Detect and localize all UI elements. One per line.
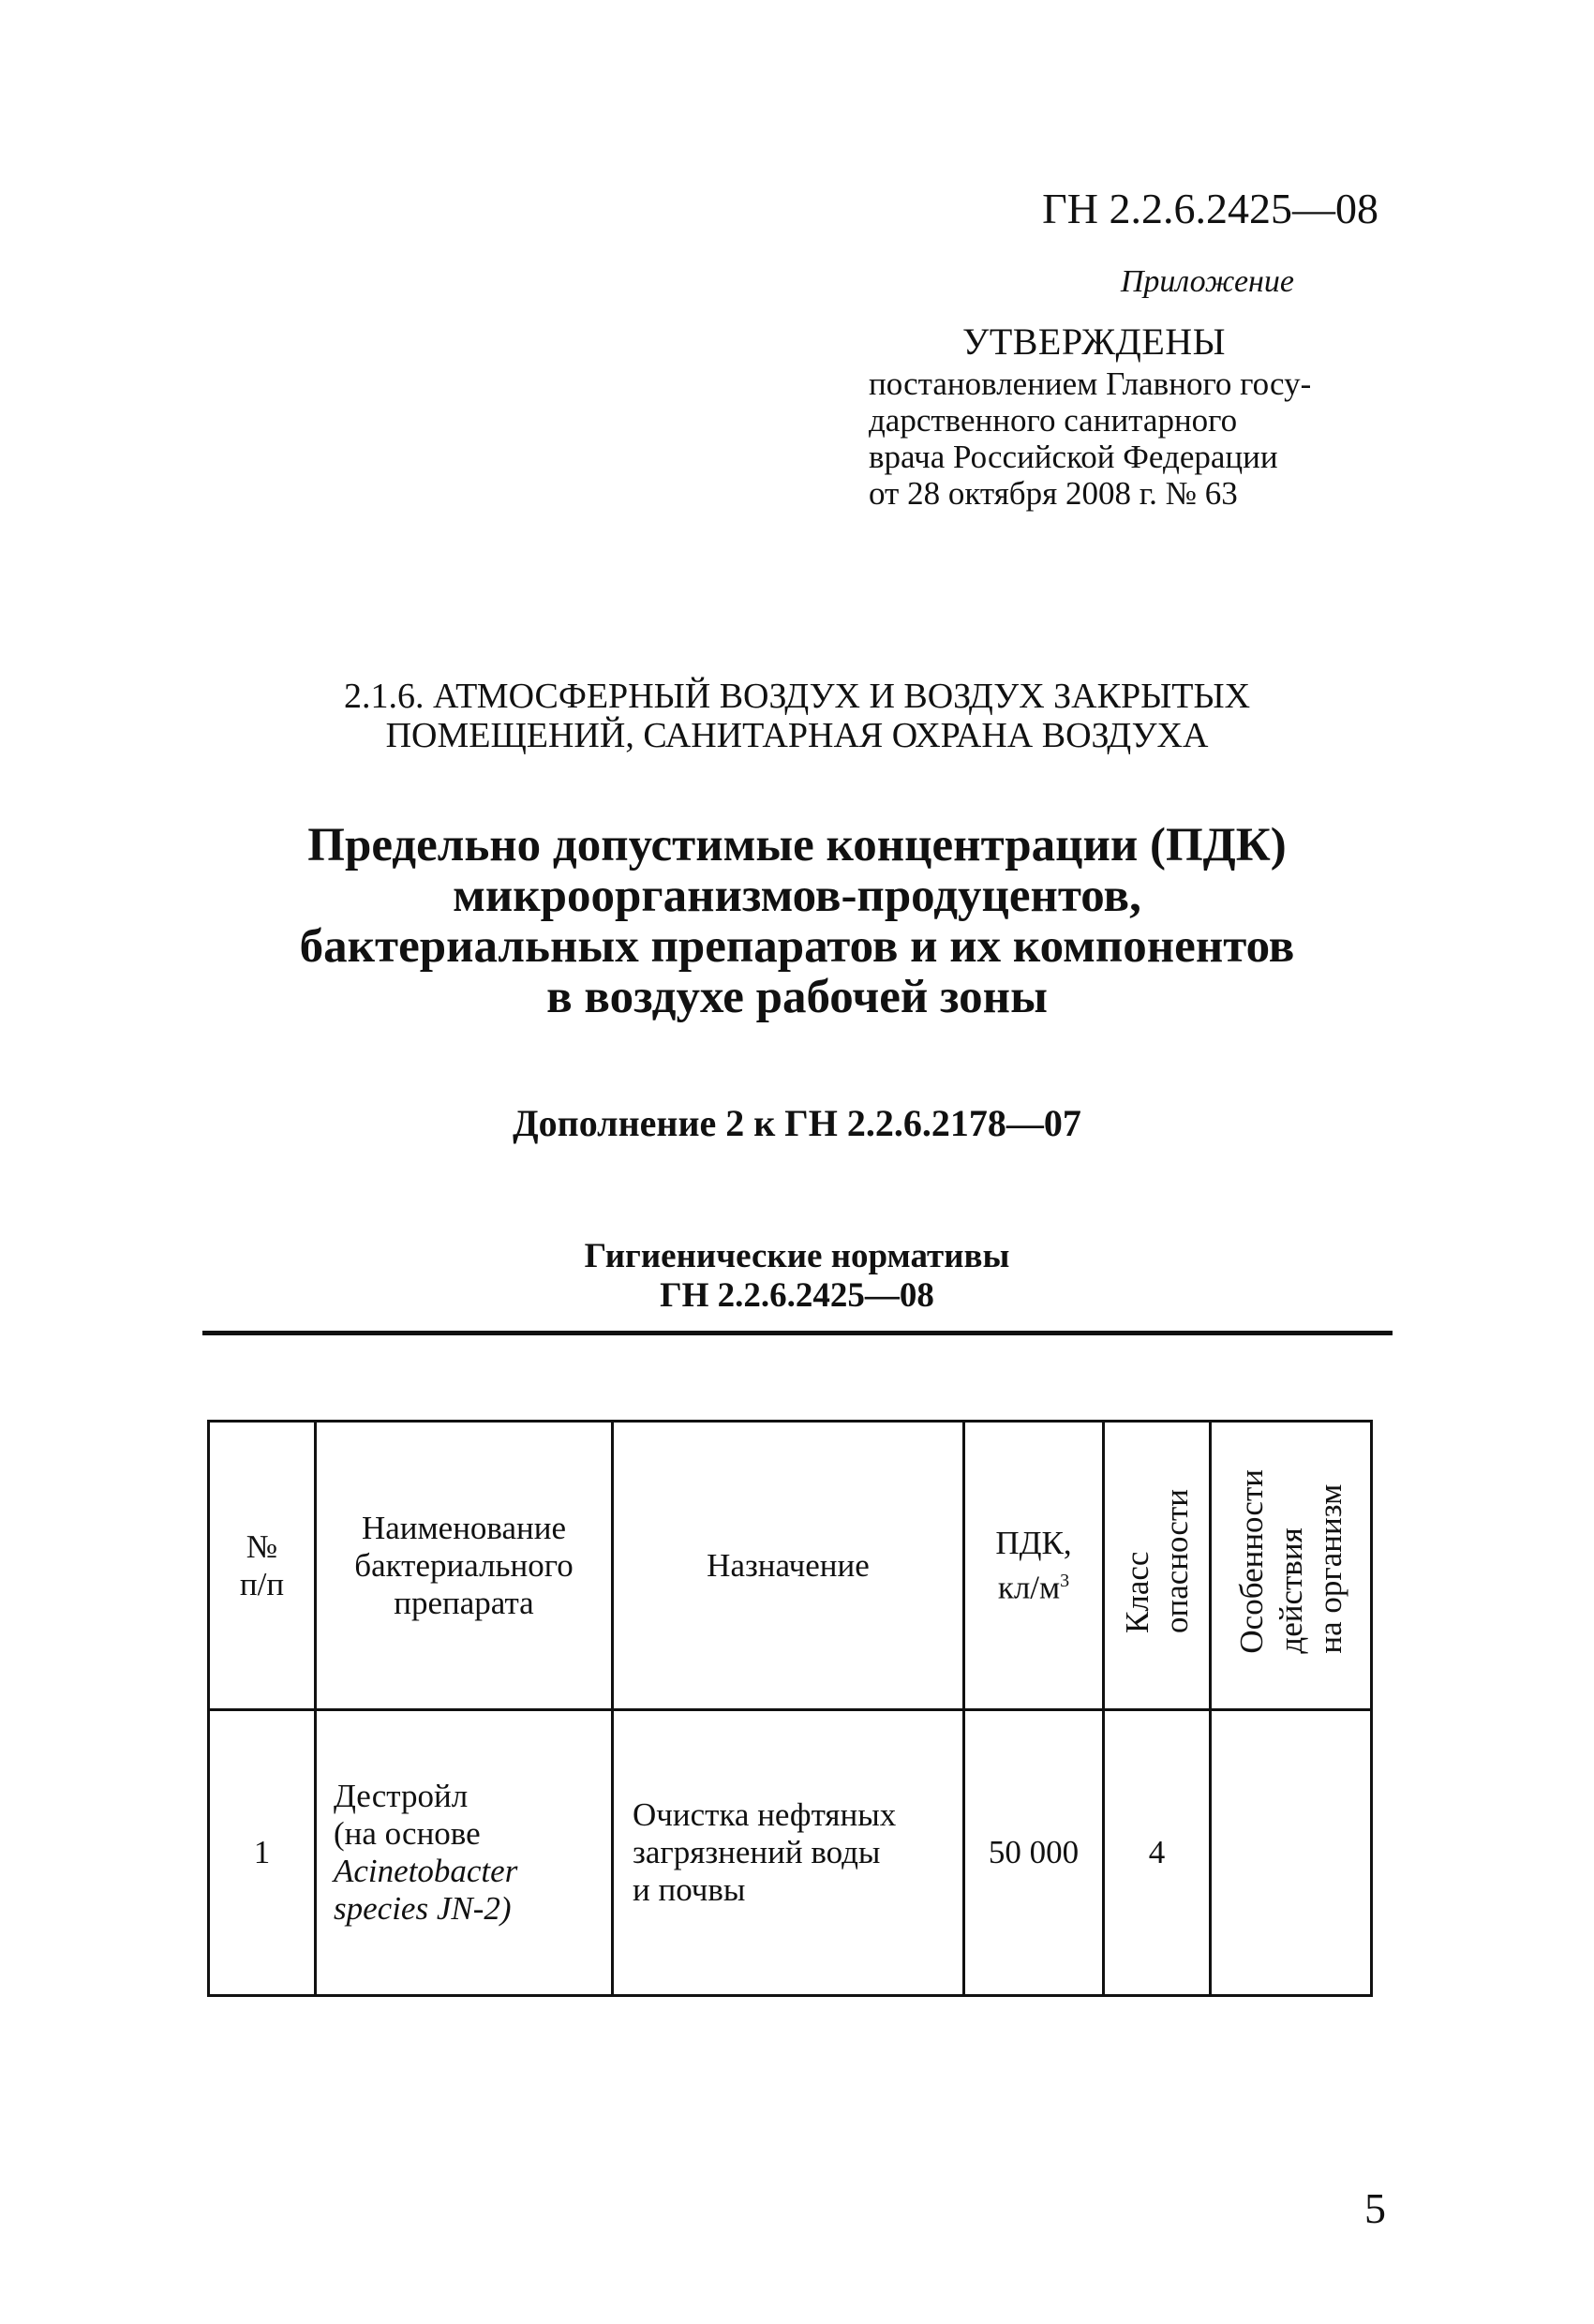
title-line: микроорганизмов-продуцентов, xyxy=(453,870,1141,922)
horizontal-rule xyxy=(202,1331,1393,1335)
cell-text: и почвы xyxy=(633,1871,746,1908)
supplement-heading: Дополнение 2 к ГН 2.2.6.2178—07 xyxy=(513,1102,1081,1144)
header-text: действия xyxy=(1272,1527,1309,1654)
cell-hazard-class: 4 xyxy=(1104,1710,1211,1996)
approval-line: постановлением Главного госу- xyxy=(869,365,1312,402)
document-code: ГН 2.2.6.2425—08 xyxy=(1042,185,1378,232)
header-number xyxy=(209,1422,316,1710)
cell-pdk: 50 000 xyxy=(964,1710,1104,1996)
header-text: Особенности xyxy=(1232,1468,1270,1654)
cell-name xyxy=(316,1710,613,1996)
cell-text: Acinetobacter xyxy=(334,1853,518,1889)
section-line: 2.1.6. АТМОСФЕРНЫЙ ВОЗДУХ И ВОЗДУХ ЗАКРЫТЫХ xyxy=(343,677,1251,716)
page-number: 5 xyxy=(1364,2184,1386,2232)
title-line: Предельно допустимые концентрации (ПДК) xyxy=(307,819,1287,872)
header-hazard-class xyxy=(1104,1422,1211,1710)
cell-text: загрязнений воды xyxy=(633,1834,881,1870)
norms-table xyxy=(207,1420,1373,1997)
cell-purpose xyxy=(613,1710,964,1996)
cell-number: 1 xyxy=(209,1710,316,1996)
cell-features xyxy=(1211,1710,1372,1996)
header-text: бактериального xyxy=(354,1546,574,1584)
title-line: в воздухе рабочей зоны xyxy=(546,971,1048,1023)
header-text: № xyxy=(246,1527,278,1565)
approval-line: от 28 октября 2008 г. № 63 xyxy=(869,475,1238,512)
header-text-vertical xyxy=(1118,1489,1197,1633)
approval-line: врача Российской Федерации xyxy=(869,439,1278,475)
pdk-unit-exponent: 3 xyxy=(1060,1570,1070,1591)
header-features xyxy=(1211,1422,1372,1710)
appendix-label: Приложение xyxy=(1120,264,1294,299)
header-text: опасности xyxy=(1157,1489,1195,1633)
header-pdk xyxy=(964,1422,1104,1710)
header-purpose xyxy=(613,1422,964,1710)
section-heading xyxy=(187,677,1407,755)
norms-heading xyxy=(187,1237,1407,1316)
header-text: ПДК, xyxy=(995,1524,1072,1561)
header-text: Класс xyxy=(1118,1551,1155,1633)
header-text: Назначение xyxy=(707,1546,870,1584)
approval-block xyxy=(869,320,1393,512)
cell-text: (на основе xyxy=(334,1815,481,1852)
header-text: п/п xyxy=(239,1565,285,1602)
approval-title: УТВЕРЖДЕНЫ xyxy=(962,320,1227,363)
header-text xyxy=(971,1562,1096,1607)
title-line: бактериальных препаратов и их компонентов xyxy=(299,920,1295,973)
header-text: на организм xyxy=(1311,1483,1348,1654)
document-title xyxy=(187,820,1407,1022)
norms-line: Гигиенические нормативы xyxy=(584,1237,1010,1275)
section-line: ПОМЕЩЕНИЙ, САНИТАРНАЯ ОХРАНА ВОЗДУХА xyxy=(385,716,1209,755)
table-row xyxy=(209,1710,1372,1996)
header-text-vertical xyxy=(1232,1469,1350,1654)
header-text: Наименование xyxy=(361,1509,567,1546)
cell-text: Дестройл xyxy=(334,1778,469,1814)
pdk-unit: кл/м xyxy=(997,1569,1061,1606)
norms-code: ГН 2.2.6.2425—08 xyxy=(660,1276,934,1315)
cell-text: species JN-2) xyxy=(334,1890,512,1927)
approval-line: дарственного санитарного xyxy=(869,402,1238,439)
table-header-row xyxy=(209,1422,1372,1710)
header-text: препарата xyxy=(394,1584,534,1621)
cell-text: Очистка нефтяных xyxy=(633,1796,897,1833)
header-name xyxy=(316,1422,613,1710)
